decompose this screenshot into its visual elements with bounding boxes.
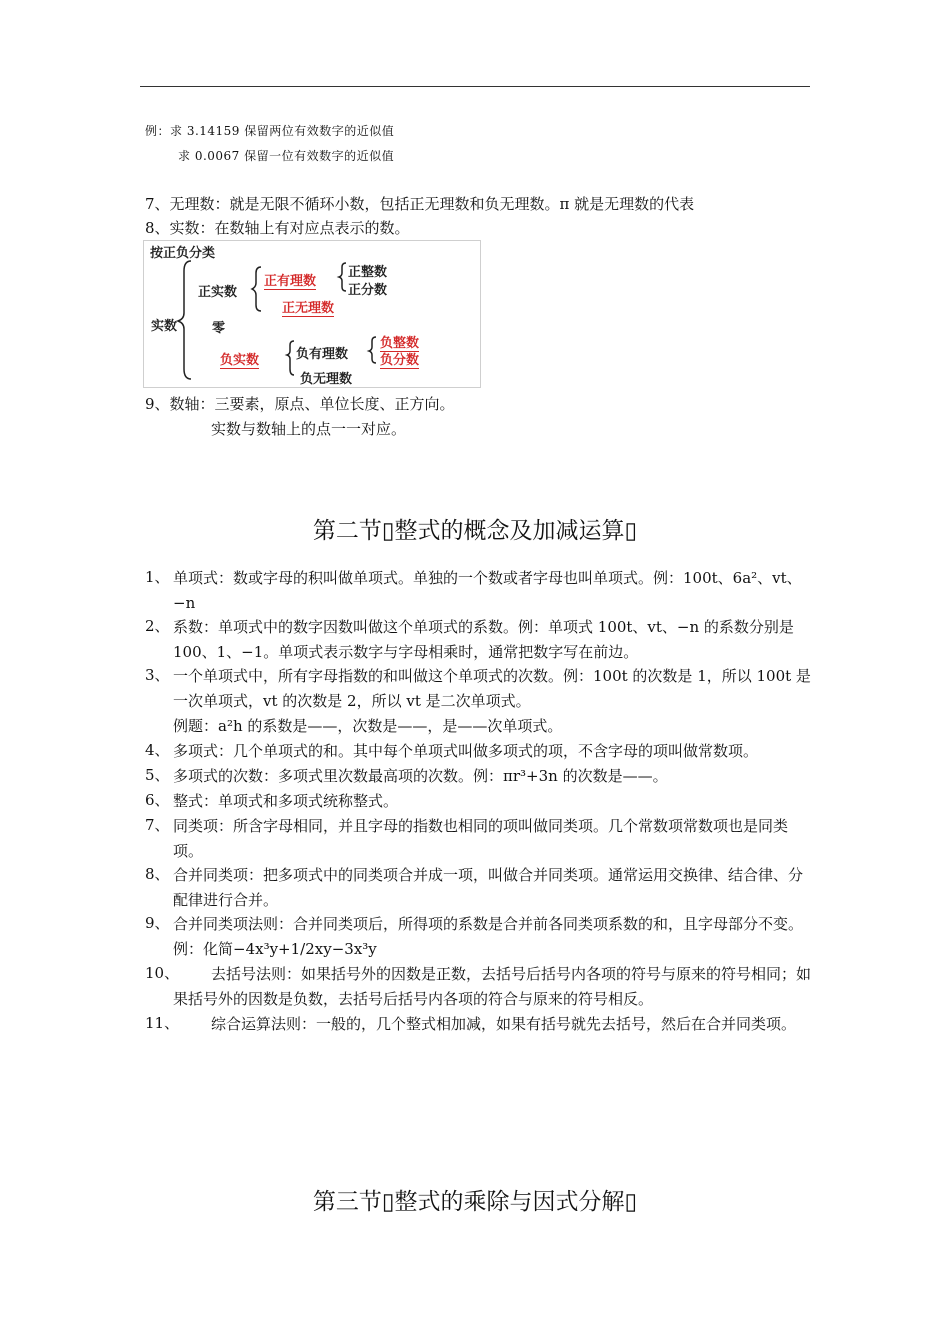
example-line-2: 求 0.0067 保留一位有效数字的近似值 <box>178 149 395 163</box>
item-number: 7、 <box>145 816 170 834</box>
real-number-classification-diagram <box>143 240 481 388</box>
item-combine-rule: 合并同类项法则：合并同类项后，所得项的系数是合并前各同类项系数的和，且字母部分不变。例：化简−4x³y+1/2xy−3x³y <box>173 915 804 958</box>
diagram-positive-fraction: 正分数 <box>348 283 388 298</box>
item-combine-like-terms: 合并同类项：把多项式中的同类项合并成一项，叫做合并同类项。通常运用交换律、结合律、分配律进行合并。 <box>173 866 804 909</box>
item-number: 1、 <box>145 568 170 586</box>
item-coefficient: 系数：单项式中的数字因数叫做这个单项式的系数。例：单项式 100t、vt、−n 的系数分别是 100、1、−1。单项式表示数字与字母相乘时，通常把数字写在前边。 <box>173 618 794 661</box>
item-combined-operations: 综合运算法则：一般的，几个整式相加减，如果有括号就先去括号，然后在合并同类项。 <box>211 1015 797 1033</box>
diagram-positive-irrational: 正无理数 <box>282 297 334 317</box>
item-8-real: 8、实数：在数轴上有对应点表示的数。 <box>145 219 410 237</box>
header-rule <box>140 86 810 87</box>
item-number: 4、 <box>145 741 170 759</box>
item-number: 5、 <box>145 766 170 784</box>
item-monomial: 单项式：数或字母的积叫做单项式。单独的一个数或者字母也叫单项式。例：100t、6a²、vt、−n <box>173 569 802 612</box>
diagram-negative-real: 负实数 <box>220 349 259 369</box>
diagram-positive-real: 正实数 <box>198 285 238 300</box>
diagram-negative-rational: 负有理数 <box>296 347 349 362</box>
diagram-negative-fraction: 负分数 <box>380 349 419 369</box>
diagram-positive-rational: 正有理数 <box>264 270 316 290</box>
item-number: 9、 <box>145 914 170 932</box>
item-7-irrational: 7、无理数：就是无限不循环小数，包括正无理数和负无理数。π 就是无理数的代表 <box>145 195 695 213</box>
item-number: 8、 <box>145 865 170 883</box>
item-9-number-line: 9、数轴：三要素，原点、单位长度、正方向。 <box>145 395 455 413</box>
item-number: 3、 <box>145 666 170 684</box>
item-number: 2、 <box>145 617 170 635</box>
item-number: 10、 <box>145 964 180 982</box>
item-polynomial-degree: 多项式的次数：多项式里次数最高项的次数。例：πr³+3n 的次数是——。 <box>173 767 668 785</box>
item-9-correspondence: 实数与数轴上的点一一对应。 <box>211 420 407 438</box>
item-degree-exercise: 例题：a²h 的系数是——，次数是——，是——次单项式。 <box>173 717 563 735</box>
item-integral-expression: 整式：单项式和多项式统称整式。 <box>173 792 399 810</box>
diagram-title: 按正负分类 <box>150 246 216 261</box>
diagram-root-real: 实数 <box>151 319 178 334</box>
section-3-title: 第三节▯整式的乘除与因式分解▯ <box>312 1189 638 1215</box>
item-remove-brackets: 去括号法则：如果括号外的因数是正数，去括号后括号内各项的符号与原来的符号相同；如果括号外的因数是负数，去括号后括号内各项的符合与原来的符号相反。 <box>173 965 812 1008</box>
diagram-negative-integer: 负整数 <box>380 332 419 352</box>
item-number: 11、 <box>145 1014 180 1032</box>
example-line-1: 例：求 3.14159 保留两位有效数字的近似值 <box>145 124 395 138</box>
item-polynomial: 多项式：几个单项式的和。其中每个单项式叫做多项式的项，不含字母的项叫做常数项。 <box>173 742 759 760</box>
diagram-zero: 零 <box>212 321 226 336</box>
section-2-title: 第二节▯整式的概念及加减运算▯ <box>312 518 638 544</box>
diagram-negative-irrational: 负无理数 <box>300 372 353 387</box>
diagram-positive-integer: 正整数 <box>348 265 388 280</box>
item-degree: 一个单项式中，所有字母指数的和叫做这个单项式的次数。例：100t 的次数是 1，所以 100t 是一次单项式，vt 的次数是 2，所以 vt 是二次单项式。 <box>173 667 811 710</box>
item-like-terms: 同类项：所含字母相同，并且字母的指数也相同的项叫做同类项。几个常数项常数项也是同类项。 <box>173 817 789 860</box>
item-number: 6、 <box>145 791 170 809</box>
